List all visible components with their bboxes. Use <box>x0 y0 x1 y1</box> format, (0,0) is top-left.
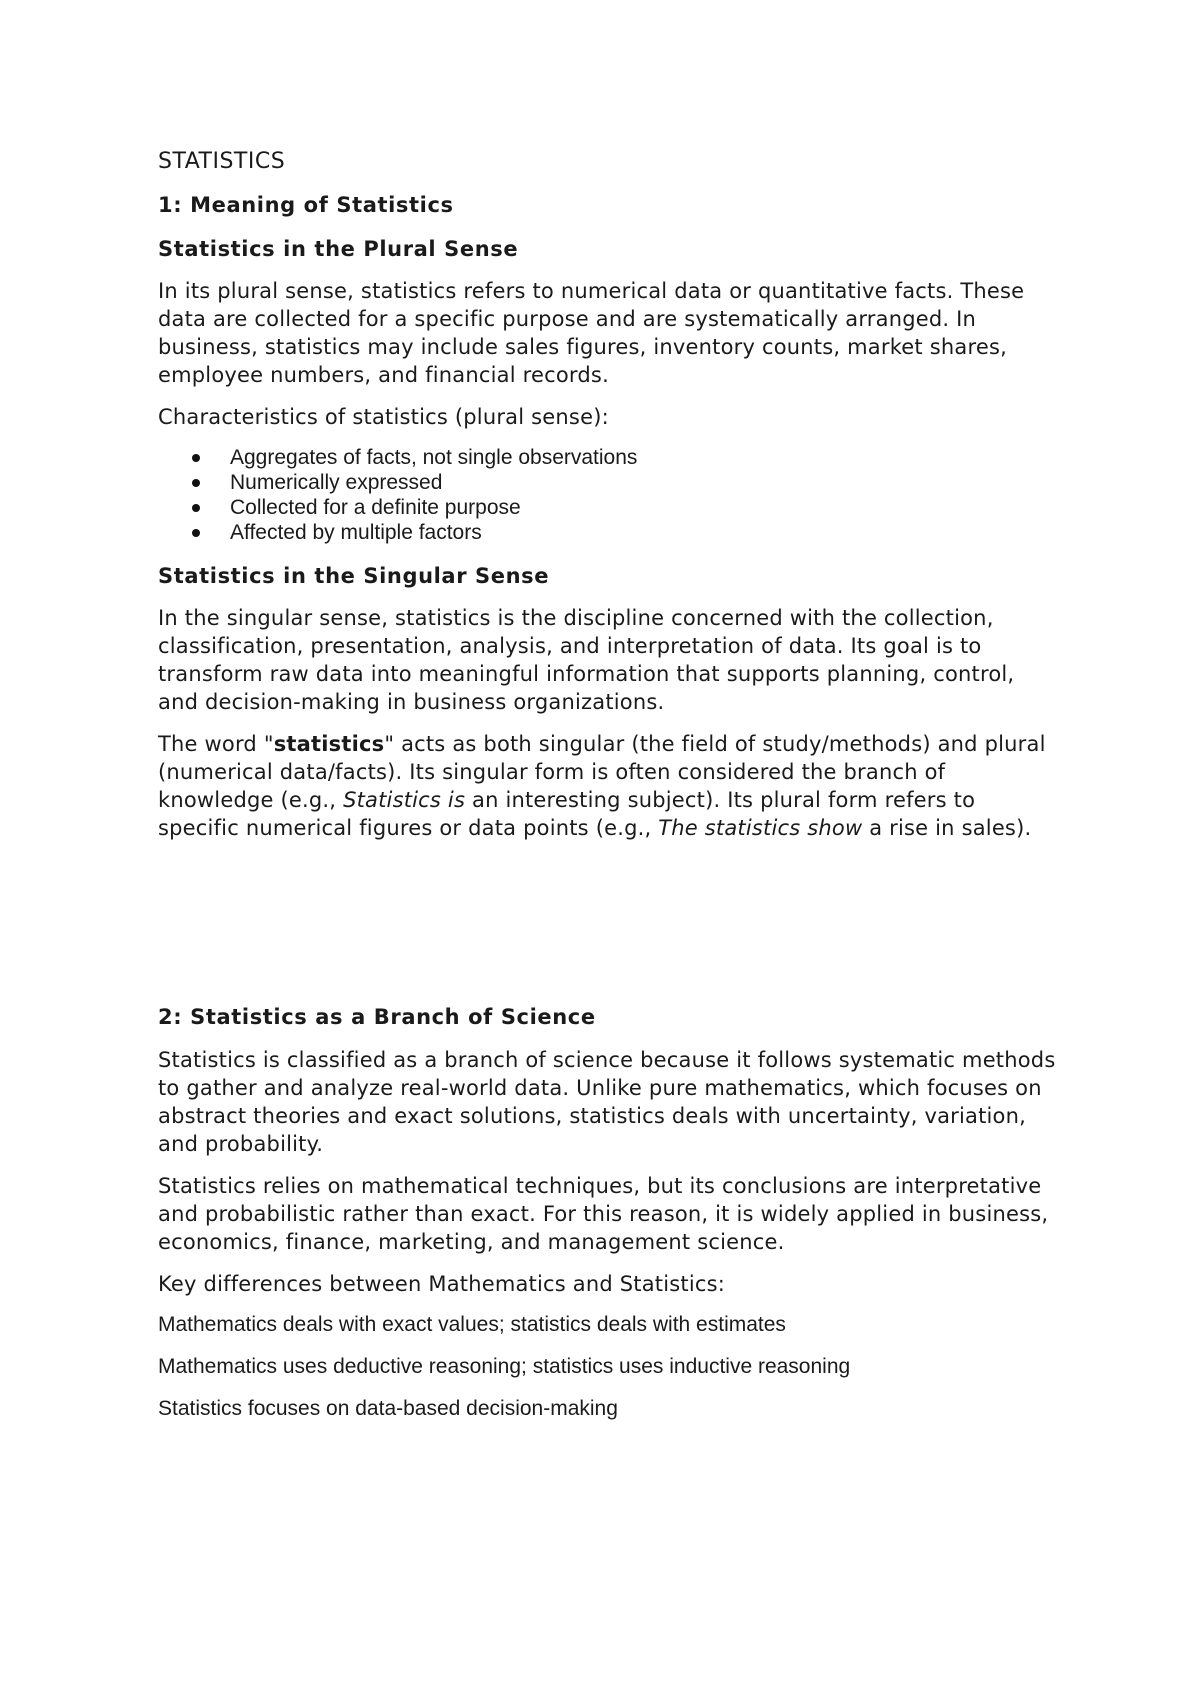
document-body <box>158 147 1058 1438</box>
differences-label: Key differences between Mathematics and Statistics: <box>158 1272 726 1296</box>
singular-sense-heading: Statistics in the Singular Sense <box>158 564 550 588</box>
plural-sense-paragraph: In its plural sense, statistics refers to numerical data or quantitative facts. These data are collected for a specific purpose and are systematically arranged. In business, statistics may include sales figures, inventory counts, market shares, employee numbers, and financial records. <box>158 279 1025 387</box>
bullet-icon <box>192 454 200 462</box>
list-item-text: Collected for a definite purpose <box>230 496 521 519</box>
word-note-text: " acts as both singular (the field of study/methods) and plural (numerical data/facts). Its singular form is often considered the branch of knowledge (e.g., <box>158 732 1046 812</box>
section2-heading: 2: Statistics as a Branch of Science <box>158 1005 596 1029</box>
list-item <box>158 470 1058 495</box>
word-note-italic: Statistics is <box>343 788 466 812</box>
bullet-icon <box>192 504 200 512</box>
characteristics-list <box>158 445 1058 545</box>
science-paragraph-1: Statistics is classified as a branch of science because it follows systematic methods to gather and analyze real-world data. Unlike pure mathematics, which focuses on abstract theories and exact solutions, statistics deals with uncertainty, variation, and probability. <box>158 1048 1056 1156</box>
list-item <box>158 520 1058 545</box>
list-item-text: Numerically expressed <box>230 471 443 494</box>
difference-item: Mathematics deals with exact values; statistics deals with estimates <box>158 1313 786 1336</box>
science-paragraph-2: Statistics relies on mathematical techniques, but its conclusions are interpretative and probabilistic rather than exact. For this reason, it is widely applied in business, economics, finance, marketing, and management science. <box>158 1174 1049 1254</box>
list-item-text: Aggregates of facts, not single observations <box>230 446 638 469</box>
bullet-icon <box>192 529 200 537</box>
characteristics-label: Characteristics of statistics (plural sense): <box>158 405 609 429</box>
plural-sense-heading: Statistics in the Plural Sense <box>158 237 519 261</box>
word-note-text: an interesting subject). Its plural form refers to specific numerical figures or data points (e.g., <box>158 788 976 840</box>
document-title: STATISTICS <box>158 149 286 174</box>
section1-heading: 1: Meaning of Statistics <box>158 193 454 217</box>
difference-item: Mathematics uses deductive reasoning; statistics uses inductive reasoning <box>158 1355 851 1378</box>
word-note-bold: statistics <box>273 732 385 756</box>
list-item <box>158 445 1058 470</box>
word-note-italic: The statistics show <box>658 816 863 840</box>
singular-sense-paragraph: In the singular sense, statistics is the discipline concerned with the collection, classification, presentation, analysis, and interpretation of data. Its goal is to transform raw data into meaningful information that supports planning, control, and decision-making in business organizations. <box>158 606 1015 714</box>
section-spacer <box>158 856 1058 1002</box>
list-item-text: Affected by multiple factors <box>230 521 482 544</box>
word-note-text: a rise in sales). <box>862 816 1032 840</box>
list-item <box>158 495 1058 520</box>
bullet-icon <box>192 479 200 487</box>
difference-item: Statistics focuses on data-based decision-making <box>158 1397 618 1420</box>
word-note-text: The word " <box>158 732 274 756</box>
word-note-paragraph <box>158 730 1058 842</box>
